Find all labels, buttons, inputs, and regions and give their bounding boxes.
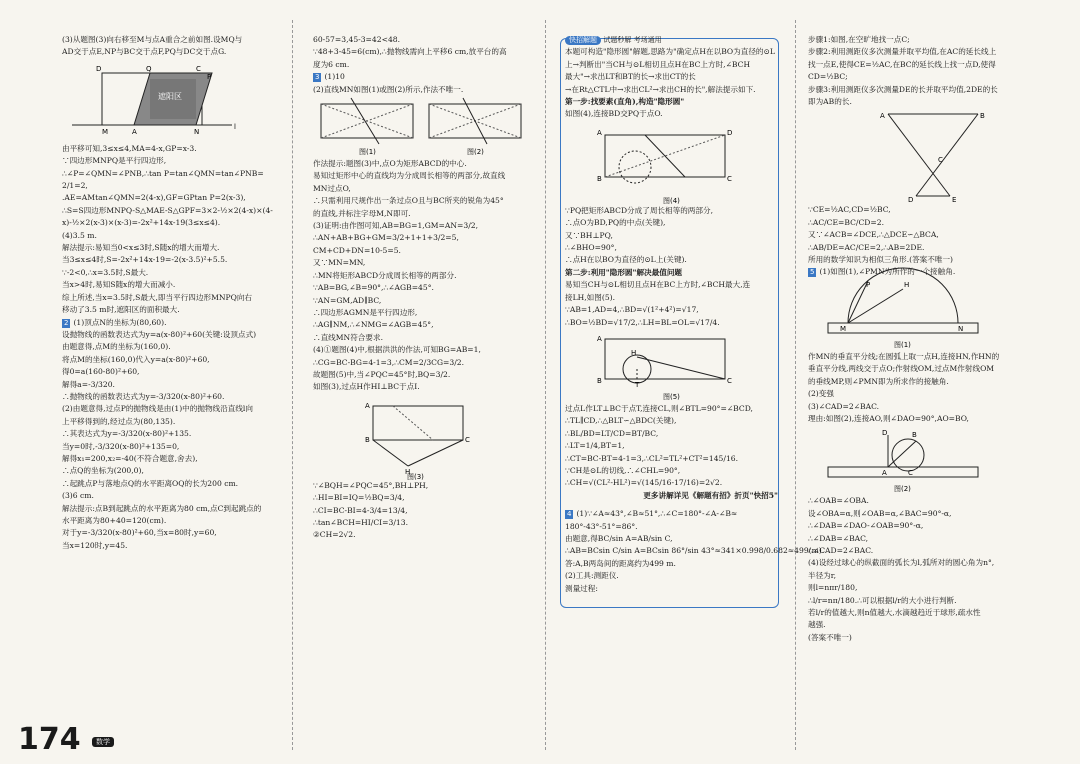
text-line: 解法提示:点B到起跳点的水平距离为80 cm,点C到起跳点的 [62,503,262,513]
svg-text:A: A [597,334,602,343]
column-1 [62,34,284,552]
text-line: ∵-2<0,∴x=3.5时,S最大. [62,267,149,277]
figure-caption: 图(3) [407,472,424,481]
svg-text:H: H [631,348,637,357]
text-line: 找一点E,使得CE=½AC,在BC的延长线上找一点D,使得 [808,59,996,69]
text-line: 过点L作LT⊥BC于点T,连接CL,则∠BTL=90°=∠BCD, [565,403,753,413]
question-line [808,266,1030,278]
figure-hidden-circle-2 [565,329,778,403]
text-line: 如图(3),过点H作HI⊥BC于点I. [313,382,420,392]
text-line: 故题图(5)中,当∠PQC=45°时,BQ=3/2. [313,369,451,379]
shade-label: 遮阳区 [158,91,182,101]
text-line: 由题意,得BC/sin A=AB/sin C, [565,533,673,543]
text-line: →在Rt△CTL中→求出CL²→求出CH的长",解法提示如下. [565,84,756,94]
column-2 [313,34,535,542]
text-line: ∴∠BHO=90°, [565,243,617,253]
text-line: 如图(4),连接BD交PQ于点O. [565,109,663,119]
text-line: 步骤3:利用测距仪多次测量DE的长并取平均值,2DE的长 [808,84,998,94]
text-line: 60-57=3,45-3=42<48. [313,35,401,44]
svg-text:A: A [365,401,370,410]
text-line: ∴点O为BD,PQ的中点(关键), [565,218,666,228]
text-line: MN过点O, [313,183,351,193]
text-line: ∴CI=BC-BI=4-3/4=13/4, [313,505,408,515]
text-line: 移动了3.5 m时,遮阳区的面积最大. [62,305,180,315]
text-line: ∴∠DAB=∠DAO-∠OAB=90°-α, [808,521,924,531]
figure-parallelogram [62,59,284,143]
svg-text:B: B [980,112,985,121]
text-line: 又∵MN=MN, [313,258,366,268]
text-line: 2/1=2, [62,181,88,191]
text-line: .AE=AMtan∠QMN=2(4-x),GF=GPtan P=2(x-3), [62,193,246,203]
figure-contact-angle-2 [808,425,1030,495]
text-line: (4)3.5 m. [62,230,97,240]
svg-text:C: C [465,435,470,444]
svg-text:A: A [597,128,602,137]
text-span: (1)10 [324,72,345,82]
text-line: ∴AC/CE=BC/CD=2. [808,217,884,227]
column-divider [292,20,293,750]
text-line: ∵AB=BG,∠B=90°,∴∠AGB=45°. [313,283,434,293]
text-line: ∴直线MN符合要求. [313,332,383,342]
svg-text:P: P [866,280,871,289]
text-line: 度为6 cm. [313,59,350,69]
question-number: 3 [315,73,320,82]
column-divider [795,20,796,750]
text-line: 的垂线MP,则∠PMN即为所求作的接触角. [808,376,949,386]
text-line: ∴CG=BC-BG=4-1=3,∴CM=2/3CG=3/2. [313,357,465,367]
text-line: 得0=a(160-80)²+60, [62,367,140,377]
question-number: 2 [64,318,69,327]
page-number: 174 [18,722,81,757]
figure-hidden-circle-1 [565,121,778,205]
text-line: ∵PQ把矩形ABCD分成了周长相等的两部分, [565,205,713,215]
text-line: ∵AN=GM,AD∥BC, [313,295,382,305]
svg-text:D: D [96,64,102,73]
svg-text:M: M [102,127,109,136]
text-line: ∴CH=√(CL²-HL²)=√(145/16-17/16)=2√2. [565,478,723,488]
box-subtitle: 试题秒解 考场通用 [603,36,662,44]
text-line: ∴BO=½BD=√17/2,∴LH=BL=OL=√17/4. [565,317,720,327]
text-line: 综上所述,当x=3.5时,S最大,即当平行四边形MNPQ向右 [62,292,253,302]
svg-text:C: C [196,64,201,73]
svg-text:l: l [234,122,236,131]
text-line: 答:A,B两岛间的距离约为499 m. [565,558,676,568]
text-line: ∴∠P=∠QMN=∠PNB,∴tan P=tan∠QMN=tan∠PNB= [62,168,264,178]
text-line: ∵四边形MNPQ是平行四边形, [62,156,167,166]
text-span: (1)∵∠A≈43°,∠B≈51°,∴∠C=180°-∠A-∠B≈ [576,509,738,519]
text-line: 所用的数学知识为相似三角形.(答案不唯一) [808,255,954,265]
text-line: (4)设经过球心的纵截面的弧长为l,弧所对的圆心角为n°, [808,558,995,568]
text-line: 若l/r的值越大,则n值越大,水滴越趋近于球形,疏水性 [808,607,981,617]
text-line: 第一步:找要素(直角),构造"隐形圆" [565,97,685,107]
text-line: ∵48+3-45=6(cm),∴抛物线需向上平移6 cm,放平台的高 [313,47,507,57]
question-line [62,317,284,329]
text-line: 更多讲解详见《解题有招》折页"快招5" [643,490,778,500]
text-line: 当x=120时,y=45. [62,540,128,550]
svg-text:D: D [882,429,888,438]
svg-text:C: C [727,376,732,385]
text-line: ∴抛物线的函数表达式为y=-3/320(x-80)²+60. [62,391,225,401]
text-line: 本题可构造"隐形圆"解题,思路为"确定点H在以BO为直径的⊙L [565,47,775,57]
text-span: (1)如图(1),∠PMN为所作的一个接触角. [819,267,956,277]
text-line: 的直线,并标注字母M,N即可. [313,208,411,218]
text-line: 由题意得,点M的坐标为(160,0). [62,342,171,352]
text-line: 最大"→求出LT和BT的长→求出CT的长 [565,72,696,82]
svg-text:B: B [365,435,370,444]
text-line: (3)∠CAD=2∠BAC. [808,401,880,411]
text-line: (答案不唯一) [808,632,852,642]
svg-text:P: P [207,72,212,81]
text-line: 当x>4时,易知S随x的增大而减小. [62,280,176,290]
text-line: 由平移可知,3≤x≤4,MA=4-x,GP=x-3. [62,143,197,153]
text-line: (3)证明:由作图可知,AB=BG=1,GM=AN=3/2, [313,221,479,231]
text-line: x)-½×2(x-3)×(x-3)=-2x²+14x-19(3≤x≤4). [62,218,221,228]
svg-text:A: A [882,469,887,478]
box-header [565,34,778,46]
svg-text:Q: Q [146,64,152,73]
text-line: (2)由题意得,过点P的抛物线是由(1)中的抛物线沿直线l向 [62,404,253,414]
text-line: 上平移得到的,经过点为(80,135). [62,416,176,426]
text-line: 将点M的坐标(160,0)代入y=a(x-80)²+60, [62,354,210,364]
text-line: ∴AN+AB+BG+GM=3/2+1+1+3/2=5, [313,233,459,243]
subject-badge: 数学 [92,737,114,747]
text-line: ∴BL/BD=LT/CD=BT/BC, [565,428,659,438]
text-line: ∵AB=1,AD=4,∴BD=√(1²+4²)=√17, [565,305,699,315]
figure-trapezoid [313,394,535,480]
text-line: 理由:如图(2),连接AO,则∠DAO=90°,AO=BO, [808,413,969,423]
text-line: ∵CE=½AC,CD=½BC, [808,205,891,215]
question-number: 5 [810,268,815,277]
text-line: 解得a=-3/320. [62,379,115,389]
figure-caption: 图(1) [359,148,376,157]
figure-similar-triangles [808,108,1030,204]
text-line: ∴S=S四边形MNPQ-S△MAE-S△GPF=3×2-½×2(4-x)×(4- [62,205,273,215]
svg-text:B: B [597,174,602,183]
text-line: 则l=nπr/180, [808,583,858,593]
text-line: ∴AG∥NM,∴∠NMG=∠AGB=45°, [313,320,434,330]
svg-text:C: C [938,156,943,165]
text-line: ∴l/r=nπ/180.∴可以根据l/r的大小进行判断. [808,595,957,605]
text-line: 水平距离为80+40=120(cm). [62,516,167,525]
svg-text:A: A [132,127,137,136]
svg-text:B: B [597,376,602,385]
text-line: (2)直线MN如图(1)或图(2)所示,作法不唯一. [313,84,464,94]
svg-text:H: H [405,467,411,476]
svg-text:E: E [952,196,957,205]
text-line: AD交于点E,NP与BC交于点F,PQ与DC交于点G. [62,47,227,57]
svg-text:T: T [635,380,640,389]
figure-caption: 图(2) [467,148,484,157]
text-line: ②CH=2√2. [313,530,356,540]
svg-text:A: A [880,112,885,121]
svg-text:C: C [727,174,732,183]
text-line: ∵CH是⊙L的切线,∴∠CHL=90°, [565,465,681,475]
text-line: 半径为r, [808,570,836,580]
text-line: 设抛物线的函数表达式为y=a(x-80)²+60(关键:设顶点式) [62,329,257,339]
box-title: 快招解题 [565,36,601,45]
column-4 [808,34,1030,644]
svg-text:C: C [908,469,913,478]
text-line: ∴TL∥CD,∴△BLT∽△BDC(关键), [565,416,677,426]
text-line: 即为AB的长. [808,97,852,107]
text-line: 易知过矩形中心的直线均为分成周长相等的两部分,故直线 [313,171,506,181]
text-line: 180°-43°-51°=86°. [565,521,638,531]
figure-contact-angle-1 [808,279,1030,351]
text-line: (2)工具:测距仪. [565,571,619,581]
text-line: 当y=0时,-3/320(x-80)²+135=0, [62,441,180,451]
text-line: 又∵∠ACB=∠DCE,∴△DCE∽△BCA, [808,230,939,240]
text-line: 步骤1:如图,在空旷地找一点C; [808,35,910,44]
figure-rectangles [313,96,535,158]
text-line: 解得x₁=200,x₂=-40(不符合题意,舍去), [62,453,198,463]
text-line: ∴只需利用尺规作出一条过点O且与BC所夹的锐角为45° [313,196,504,206]
question-number: 4 [567,510,572,519]
text-line: ∴∠DAB=∠BAC, [808,533,869,543]
text-line: ∴其表达式为y=-3/320(x-80)²+135. [62,429,192,439]
text-line: 作法提示:题图(3)中,点O为矩形ABCD的中心. [313,159,467,169]
text-line: 易知当CH与⊙L相切且点H在BC上方时,∠BCH最大,连 [565,280,751,290]
text-line: (2)变强 [808,389,834,399]
text-line: (3)6 cm. [62,491,94,501]
text-line: ∴起跳点P与落地点Q的水平距离OQ的长为200 cm. [62,478,239,488]
text-line: 步骤2:利用测距仪多次测量并取平均值,在AC的延长线上 [808,47,997,57]
text-line: ∴AB/DE=AC/CE=2,∴AB=2DE. [808,242,925,252]
text-line: 当3≤x≤4时,S=-2x²+14x-19=-2(x-3.5)²+5.5. [62,255,228,265]
text-line: CD=½BC; [808,72,848,82]
text-line: CM+CD+DN=10-5=5. [313,245,401,255]
text-line: ∴∠OAB=∠OBA. [808,496,869,506]
figure-caption: 图(2) [894,485,911,494]
text-line: 测量过程: [565,583,598,593]
text-line: 又∵BH⊥PQ, [565,230,613,240]
text-line: ∵∠BQH=∠PQC=45°,BH⊥PH, [313,480,429,490]
text-line: 越强. [808,620,826,630]
question-line [565,508,778,520]
text-line: 解法提示:易知当0<x≤3时,S随x的增大而增大. [62,243,220,253]
text-line: ∴LT=1/4,BT=1, [565,441,625,451]
svg-text:D: D [727,128,733,137]
svg-text:B: B [912,431,917,440]
text-line: 作MN的垂直平分线;在圆弧上取一点H,连接HN,作HN的 [808,351,1000,361]
svg-text:D: D [908,196,914,205]
text-line: (3)从题图(3)向右移至M与点A重合之前如图.设MQ与 [62,35,243,44]
svg-text:N: N [958,324,964,333]
text-line: ∴四边形AGMN是平行四边形, [313,307,418,317]
text-line: ∴点H在以BO为直径的⊙L上(关键). [565,255,687,265]
text-line: ∴CT=BC-BT=4-1=3,∴CL²=TL²+CT²=145/16. [565,453,739,463]
question-line [313,71,535,83]
text-line: 设∠OBA=α,则∠OAB=α,∠BAC=90°-α, [808,508,952,518]
column-divider [545,20,546,750]
svg-text:M: M [840,324,847,333]
figure-caption: 图(5) [663,392,680,401]
text-span: (1)顶点N的坐标为(80,60). [73,317,167,327]
text-line: ∴点Q的坐标为(200,0), [62,466,144,476]
text-line: 垂直平分线,两线交于点O;作射线OM,过点M作射线OM [808,364,995,374]
text-line: (4)①题图(4)中,根据洪洪的作法,可知BG=AB=1, [313,345,481,355]
text-line: ∴HI=BI=IQ=½BQ=3/4, [313,493,405,503]
text-line: ∴∠CAD=2∠BAC. [808,545,874,555]
text-line: 对于y=-3/320(x-80)²+60,当x=80时,y=60, [62,528,217,538]
text-line: 上→判断出"当CH与⊙L相切且点H在BC上方时,∠BCH [565,59,751,69]
figure-caption: 图(4) [663,196,680,205]
text-line: 接LH,如图(5). [565,292,616,302]
figure-caption: 图(1) [894,340,911,349]
text-line: ∴AB=BCsin C/sin A=BCsin 86°/sin 43°≈341×0.998/0.682≈499(m). [565,546,825,556]
text-line: ∴tan∠BCH=HI/CI=3/13. [313,517,408,527]
text-line: 第二步:利用"隐形圆"解决最值问题 [565,267,683,277]
text-line: ∴MN将矩形ABCD分成周长相等的两部分. [313,270,457,280]
svg-text:N: N [194,127,200,136]
svg-text:H: H [904,280,910,289]
